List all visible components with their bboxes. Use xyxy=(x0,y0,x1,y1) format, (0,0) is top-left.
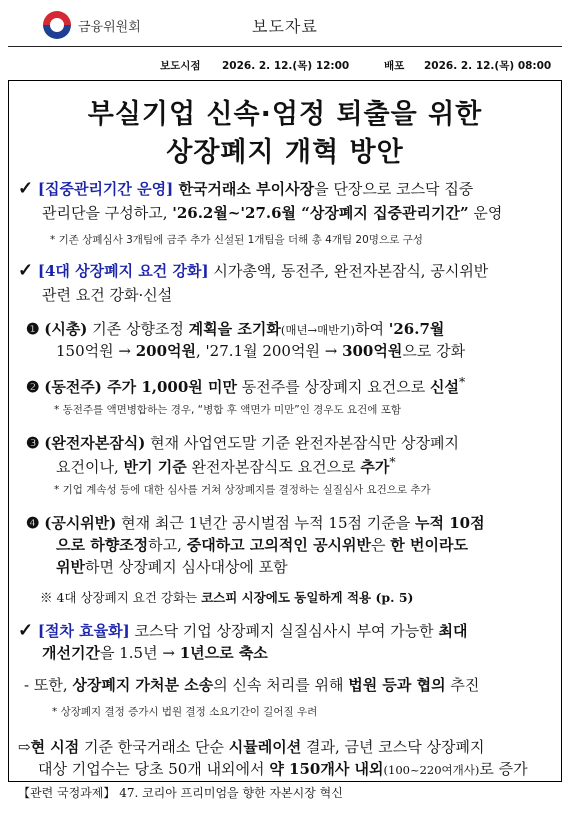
section-1-line-2: 관리단을 구성하고, '26.2월~'27.6월 “상장폐지 집중관리기간” 운영 xyxy=(42,204,503,222)
release-label: 보도시점 xyxy=(160,60,201,72)
distribution-date: 2026. 2. 12.(목) 08:00 xyxy=(424,60,552,72)
check-icon: ✓ xyxy=(18,620,34,641)
item-market-cap: ❶ (시총) 기존 상향조정 계획을 조기화(매년→매반기)하여 '26.7월 xyxy=(26,320,445,338)
item-penny-stock-note: * 동전주를 액면병합하는 경우, “병합 후 액면가 미만”인 경우도 요건에 포함 xyxy=(54,404,401,416)
dash-injunction-lawsuit: - 또한, 상장폐지 가처분 소송의 신속 처리를 위해 법원 등과 협의 추진 xyxy=(24,676,480,694)
title-line-2: 상장폐지 개혁 방안 xyxy=(166,137,404,168)
section-3-line-2: 개선기간을 1.5년 → 1년으로 축소 xyxy=(42,644,268,662)
doc-type: 보도자료 xyxy=(252,17,318,36)
fsc-logo-icon xyxy=(40,8,74,42)
section-concentrated-management: ✓ [집중관리기간 운영] 한국거래소 부이사장을 단장으로 코스닥 집중 xyxy=(18,178,474,199)
section-delisting-requirements: ✓ [4대 상장폐지 요건 강화] 시가총액, 동전주, 완전자본잠식, 공시위반 xyxy=(18,260,489,281)
arrow-icon: ⇨ xyxy=(18,738,31,756)
item-disclosure-violation-line-2: 으로 하향조정하고, 중대하고 고의적인 공시위반은 한 번이라도 xyxy=(56,536,468,554)
simulation-result-line-2: 대상 기업수는 당초 50개 내외에서 약 150개사 내외(100~220여개사)로 증가 xyxy=(38,760,528,778)
related-national-task: 【관련 국정과제】 47. 코리아 프리미엄을 향한 자본시장 혁신 xyxy=(18,786,343,800)
dash-note: * 상장폐지 결정 증가시 법원 결정 소요기간이 길어질 우려 xyxy=(52,706,318,718)
section-1-note: * 기존 상폐심사 3개팀에 금주 추가 신설된 1개팀을 더해 총 4개팀 20명으로 구성 xyxy=(50,234,423,246)
section-procedure-efficiency: ✓ [절차 효율화] 코스닥 기업 상장폐지 실질심사시 부여 가능한 최대 xyxy=(18,620,468,641)
item-capital-impairment-note: * 기업 계속성 등에 대한 심사를 거쳐 상장폐지를 결정하는 실질심사 요건으로 추가 xyxy=(54,484,431,496)
item-penny-stock: ❷ (동전주) 주가 1,000원 미만 동전주를 상장폐지 요건으로 신설* xyxy=(26,374,466,396)
item-disclosure-violation-line-3: 위반하면 상장폐지 심사대상에 포함 xyxy=(56,558,288,576)
press-release-header xyxy=(0,0,570,48)
item-market-cap-line-2: 150억원 → 200억원, '27.1월 200억원 → 300억원으로 강화 xyxy=(56,342,466,360)
reference-note: ※ 4대 상장폐지 요건 강화는 코스피 시장에도 동일하게 적용 (p. 5) xyxy=(40,590,414,605)
release-date: 2026. 2. 12.(목) 12:00 xyxy=(222,60,350,72)
org-name: 금융위원회 xyxy=(78,20,141,35)
section-2-line-2: 관련 요건 강화·신설 xyxy=(42,286,173,304)
item-disclosure-violation: ❹ (공시위반) 현재 최근 1년간 공시벌점 누적 15점 기준을 누적 10점 xyxy=(26,514,485,532)
header-divider xyxy=(8,46,562,47)
check-icon: ✓ xyxy=(18,260,34,281)
title-line-1: 부실기업 신속·엄정 퇴출을 위한 xyxy=(87,99,483,130)
item-capital-impairment-line-2: 요건이나, 반기 기준 완전자본잠식도 요건으로 추가* xyxy=(56,454,396,476)
distribution-label: 배포 xyxy=(384,60,405,72)
check-icon: ✓ xyxy=(18,178,34,199)
simulation-result: ⇨현 시점 기준 한국거래소 단순 시뮬레이션 결과, 금년 코스닥 상장폐지 xyxy=(18,738,485,756)
item-capital-impairment: ❸ (완전자본잠식) 현재 사업연도말 기준 완전자본잠식만 상장폐지 xyxy=(26,434,460,452)
